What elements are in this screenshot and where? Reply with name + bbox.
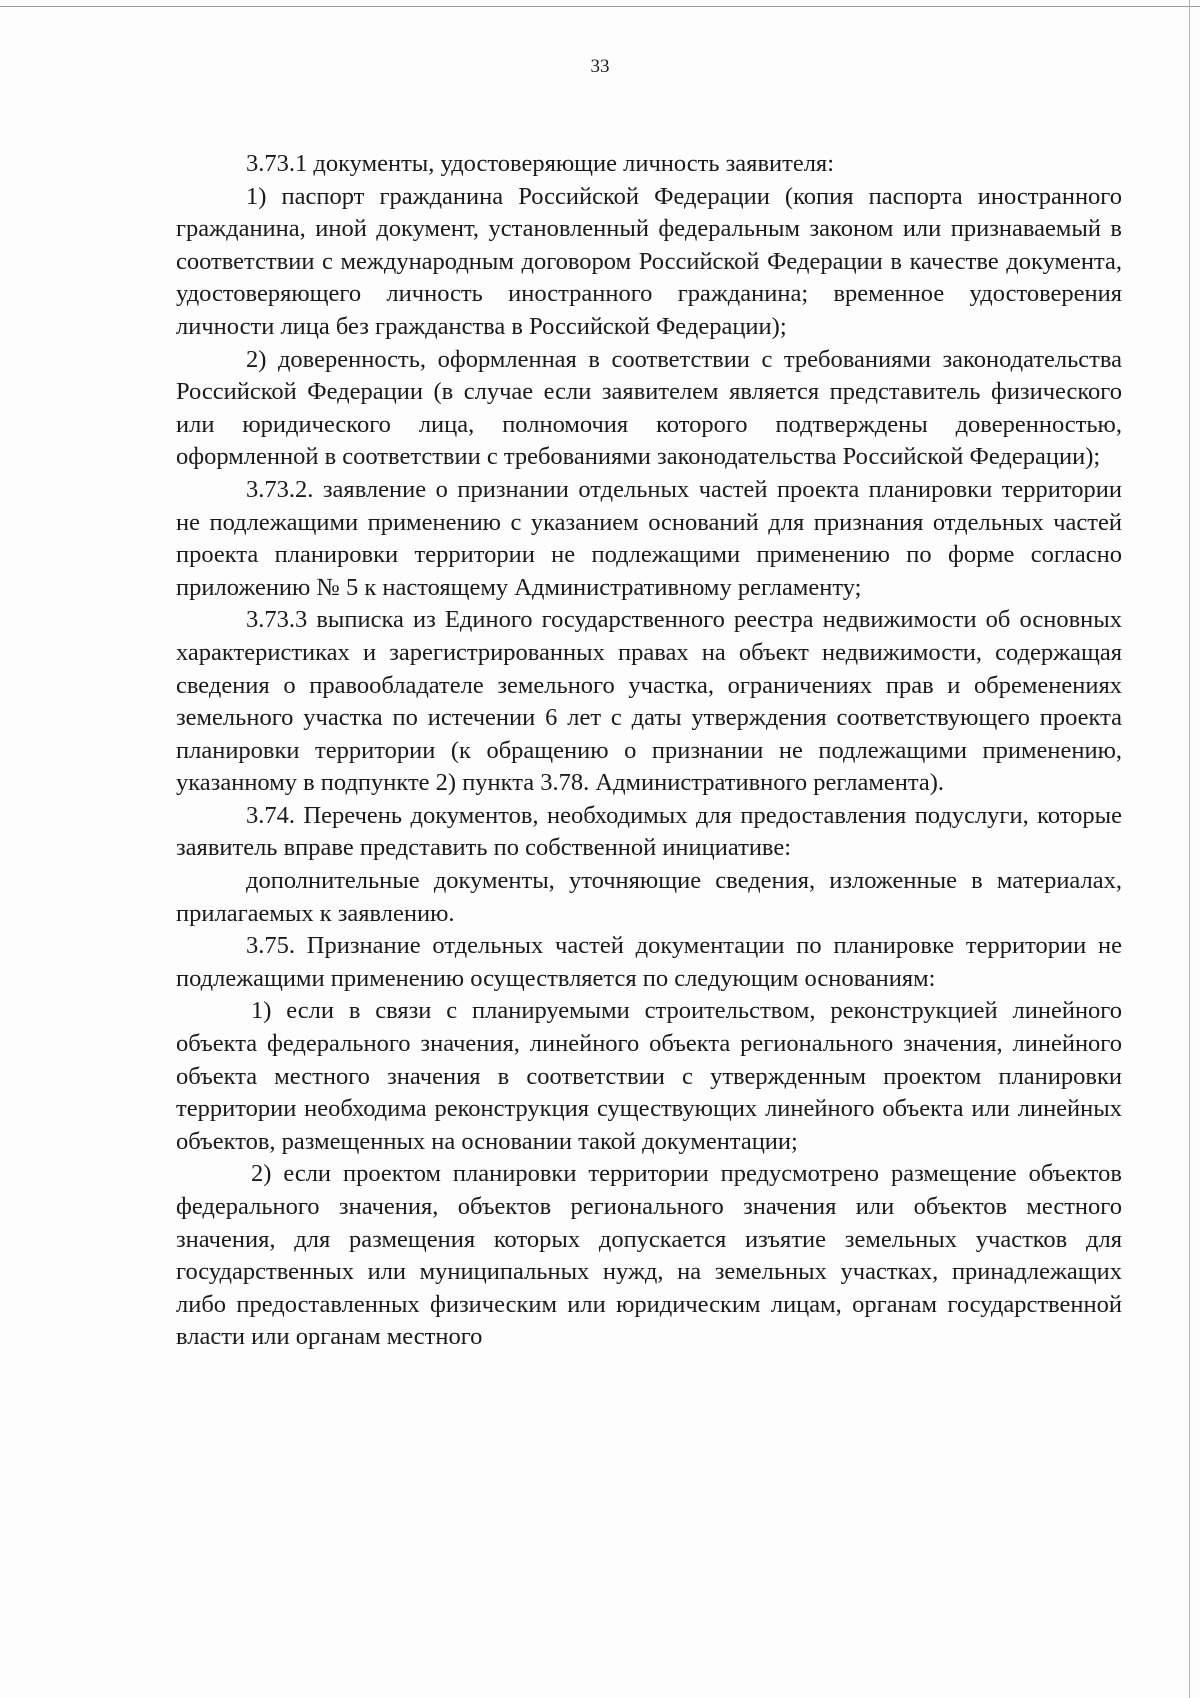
scan-edge-top	[0, 6, 1200, 7]
paragraph-3-73-2: 3.73.2. заявление о признании отдельных частей проекта планировки территории не подлежащими применению с указанием оснований для признания отдельных частей проекта планировки территории не подлежащими применению по форме согласно приложению № 5 к настоящему Административному регламенту;	[176, 475, 1122, 601]
page-number: 33	[590, 56, 610, 77]
paragraph-ground-1: 1) если в связи с планируемыми строительством, реконструкцией линейного объекта федерального значения, линейного объекта регионального значения, линейного объекта местного значения в соответствии с утвержденным проектом планировки территории необходима реконструкция существующих линейного объекта или линейных объектов, размещенных на основании такой документации;	[176, 997, 1122, 1155]
paragraph-additional-documents: дополнительные документы, уточняющие сведения, изложенные в материалах, прилагаемых к заявлению.	[176, 867, 1122, 927]
paragraph-3-73-3: 3.73.3 выписка из Единого государственного реестра недвижимости об основных характеристиках и зарегистрированных правах на объект недвижимости, содержащая сведения о правообладателе земельного участка, ограничениях прав и обременениях земельного участка по истечении 6 лет с даты утверждения соответствующего проекта планировки территории (к обращению о признании не подлежащими применению, указанному в подпункте 2) пункта 3.78. Административного регламента).	[176, 606, 1122, 797]
paragraph-3-74: 3.74. Перечень документов, необходимых для предоставления подуслуги, которые заявитель вправе представить по собственной инициативе:	[176, 801, 1122, 862]
paragraph-ground-2: 2) если проектом планировки территории предусмотрено размещение объектов федерального значения, объектов регионального значения или объектов местного значения, для размещения которых допускается изъятие земельных участков для государственных или муниципальных нужд, на земельных участках, принадлежащих либо предоставленных физическим или юридическим лицам, органам государственной власти или органам местного	[176, 1160, 1122, 1351]
paragraph-3-73-1: 3.73.1 документы, удостоверяющие личность заявителя:	[246, 150, 835, 177]
paragraph-item-1-passport: 1) паспорт гражданина Российской Федерации (копия паспорта иностранного гражданина, иной документ, установленный федеральным законом или признаваемый в соответствии с международным договором Российской Федерации в качестве документа, удостоверяющего личность иностранного гражданина; временное удостоверения личности лица без гражданства в Российской Федерации);	[176, 182, 1122, 340]
paragraph-item-2-power-of-attorney: 2) доверенность, оформленная в соответствии с требованиями законодательства Российской Федерации (в случае если заявителем является представитель физического или юридического лица, полномочия которого подтверждены доверенностью, оформленной в соответствии с требованиями законодательства Российской Федерации);	[176, 345, 1122, 471]
paragraph-3-75: 3.75. Признание отдельных частей документации по планировке территории не подлежащими применению осуществляется по следующим основаниям:	[176, 932, 1122, 992]
document-body	[176, 148, 1122, 1354]
scan-edge-right	[1189, 0, 1190, 1698]
